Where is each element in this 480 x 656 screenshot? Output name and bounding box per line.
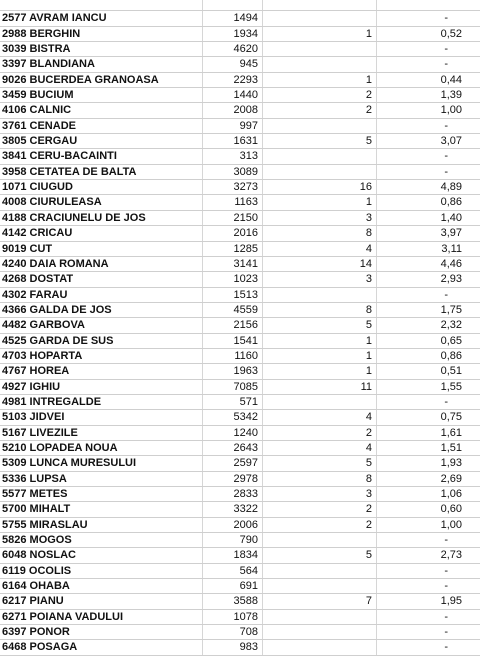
incidence-rate-cell[interactable]: 3,07 [440, 135, 462, 148]
locality-name-cell[interactable]: 2988 BERGHIN [2, 27, 81, 40]
locality-name-cell[interactable]: 4142 CRICAU [2, 227, 73, 240]
incidence-rate-cell[interactable]: - [444, 150, 448, 163]
population-cell[interactable]: 1078 [233, 610, 258, 623]
table-row[interactable] [0, 318, 480, 333]
population-cell[interactable]: 3089 [233, 165, 258, 178]
incidence-rate-cell[interactable] [0, 0, 462, 10]
table-row[interactable] [0, 564, 480, 579]
case-count-cell[interactable]: 11 [360, 380, 372, 393]
table-row[interactable] [0, 625, 480, 640]
locality-name-cell[interactable]: 9026 BUCERDEA GRANOASA [2, 73, 159, 86]
population-cell[interactable]: 3588 [233, 595, 258, 608]
case-count-cell[interactable]: 4 [365, 441, 372, 454]
locality-name-cell[interactable]: 3805 CERGAU [2, 135, 78, 148]
table-row[interactable] [0, 410, 480, 425]
case-count-cell[interactable]: 5 [365, 135, 372, 148]
case-count-cell[interactable]: 1 [365, 349, 372, 362]
case-count-cell[interactable]: 5 [365, 319, 372, 332]
population-cell[interactable]: 313 [239, 150, 258, 163]
population-cell[interactable]: 1440 [233, 89, 258, 102]
population-cell[interactable]: 2597 [233, 457, 258, 470]
case-count-cell[interactable]: 3 [365, 488, 372, 500]
table-row[interactable] [0, 180, 480, 195]
table-row[interactable] [0, 211, 480, 226]
case-count-cell[interactable]: 5 [365, 549, 372, 562]
table-row[interactable] [0, 226, 480, 241]
locality-name-cell[interactable]: 5755 MIRASLAU [2, 518, 88, 531]
incidence-rate-cell[interactable]: - [444, 288, 448, 301]
table-row[interactable] [0, 579, 480, 594]
population-cell[interactable]: 983 [239, 641, 258, 654]
locality-name-cell[interactable]: 4525 GARDA DE SUS [2, 334, 114, 347]
case-count-cell[interactable]: 16 [359, 181, 372, 194]
case-count-cell[interactable]: 2 [365, 426, 372, 439]
population-cell[interactable]: 2156 [233, 319, 258, 332]
incidence-rate-cell[interactable]: 0,51 [440, 365, 462, 378]
population-cell[interactable]: 2643 [233, 441, 258, 454]
incidence-rate-cell[interactable]: 1,00 [440, 104, 462, 117]
locality-name-cell[interactable]: 1071 CIUGUD [2, 181, 73, 194]
table-row[interactable] [0, 0, 480, 11]
locality-name-cell[interactable]: 5210 LOPADEA NOUA [2, 441, 118, 454]
table-row[interactable] [0, 134, 480, 149]
incidence-rate-cell[interactable]: 0,86 [440, 196, 462, 209]
incidence-rate-cell[interactable]: - [444, 43, 448, 56]
locality-name-cell[interactable]: 6468 POSAGA [2, 641, 78, 654]
population-cell[interactable]: 1023 [233, 273, 258, 286]
locality-name-cell[interactable]: 4302 FARAU [2, 288, 68, 301]
incidence-rate-cell[interactable]: 1,75 [440, 303, 462, 316]
locality-name-cell[interactable]: 6048 NOSLAC [2, 549, 76, 562]
case-count-cell[interactable]: 1 [365, 196, 372, 209]
population-cell[interactable]: 1160 [234, 349, 258, 362]
locality-name-cell[interactable]: 3459 BUCIUM [2, 89, 74, 102]
incidence-rate-cell[interactable]: 3,11 [441, 242, 462, 255]
table-row[interactable] [0, 242, 480, 257]
table-row[interactable] [0, 487, 480, 502]
table-row[interactable] [0, 456, 480, 471]
locality-name-cell[interactable]: 6119 OCOLIS [2, 564, 72, 577]
incidence-rate-cell[interactable]: 3,97 [440, 227, 462, 240]
locality-name-cell[interactable]: 6271 POIANA VADULUI [2, 610, 124, 623]
incidence-rate-cell[interactable]: - [444, 641, 448, 654]
locality-name-cell[interactable]: 5336 LUPSA [2, 472, 67, 485]
table-row[interactable] [0, 272, 480, 287]
incidence-rate-cell[interactable]: - [444, 534, 448, 547]
table-row[interactable] [0, 533, 480, 548]
population-cell[interactable]: 2833 [233, 488, 258, 500]
population-cell[interactable]: 997 [239, 119, 258, 132]
population-cell[interactable]: 1240 [233, 426, 258, 439]
locality-name-cell[interactable]: 4008 CIURULEASA [2, 196, 102, 209]
population-cell[interactable]: 564 [239, 564, 258, 577]
population-cell[interactable]: 1934 [233, 27, 258, 40]
population-cell[interactable]: 2008 [233, 104, 258, 117]
table-row[interactable] [0, 11, 480, 26]
population-cell[interactable]: 2150 [233, 211, 258, 224]
incidence-rate-cell[interactable]: 1,40 [440, 211, 462, 224]
population-cell[interactable]: 2016 [233, 227, 258, 240]
incidence-rate-cell[interactable]: 2,73 [440, 549, 462, 562]
table-row[interactable] [0, 288, 480, 303]
table-row[interactable] [0, 57, 480, 72]
table-row[interactable] [0, 334, 480, 349]
table-row[interactable] [0, 395, 480, 410]
population-cell[interactable]: 2006 [233, 518, 258, 531]
population-cell[interactable]: 4559 [233, 303, 258, 316]
locality-name-cell[interactable]: 9019 CUT [2, 242, 53, 255]
incidence-rate-cell[interactable]: 0,65 [440, 334, 462, 347]
table-row[interactable] [0, 548, 480, 563]
population-cell[interactable]: 4620 [233, 43, 258, 56]
incidence-rate-cell[interactable]: - [444, 580, 448, 593]
case-count-cell[interactable]: 3 [365, 273, 372, 286]
population-cell[interactable]: 1963 [233, 365, 258, 378]
locality-name-cell[interactable]: 4268 DOSTAT [2, 273, 74, 286]
table-row[interactable] [0, 441, 480, 456]
table-row[interactable] [0, 88, 480, 103]
population-cell[interactable]: 2978 [233, 472, 258, 485]
incidence-rate-cell[interactable]: - [444, 165, 448, 178]
case-count-cell[interactable]: 4 [365, 242, 372, 255]
case-count-cell[interactable]: 1 [365, 73, 372, 86]
incidence-rate-cell[interactable]: 0,86 [440, 349, 462, 362]
locality-name-cell[interactable]: 5826 MOGOS [2, 534, 72, 547]
case-count-cell[interactable]: 7 [365, 595, 372, 608]
case-count-cell[interactable]: 5 [365, 457, 372, 470]
table-row[interactable] [0, 640, 480, 655]
case-count-cell[interactable]: 1 [365, 27, 372, 40]
locality-name-cell[interactable]: 3397 BLANDIANA [2, 58, 95, 71]
table-row[interactable] [0, 42, 480, 57]
incidence-rate-cell[interactable]: - [444, 12, 448, 25]
table-row[interactable] [0, 502, 480, 517]
locality-name-cell[interactable]: 3039 BISTRA [2, 43, 71, 56]
table-row[interactable] [0, 380, 480, 395]
table-row[interactable] [0, 257, 480, 272]
case-count-cell[interactable]: 1 [365, 365, 372, 378]
incidence-rate-cell[interactable]: 1,55 [440, 380, 462, 393]
case-count-cell[interactable]: 3 [365, 211, 372, 224]
table-row[interactable] [0, 103, 480, 118]
population-cell[interactable]: 2293 [233, 73, 258, 86]
locality-name-cell[interactable]: 6217 PIANU [2, 595, 64, 608]
population-cell[interactable]: 790 [239, 534, 258, 547]
incidence-rate-cell[interactable]: 2,93 [440, 273, 462, 286]
locality-name-cell[interactable]: 4981 INTREGALDE [2, 395, 102, 408]
locality-name-cell[interactable]: 4240 DAIA ROMANA [2, 257, 109, 270]
incidence-rate-cell[interactable]: 0,75 [440, 411, 462, 424]
table-row[interactable] [0, 149, 480, 164]
incidence-rate-cell[interactable]: 4,89 [440, 181, 462, 194]
incidence-rate-cell[interactable]: 1,39 [440, 89, 462, 102]
population-cell[interactable]: 571 [239, 395, 258, 408]
locality-name-cell[interactable]: 3761 CENADE [2, 119, 76, 132]
incidence-rate-cell[interactable]: 2,69 [440, 472, 462, 485]
locality-name-cell[interactable]: 3958 CETATEA DE BALTA [2, 165, 137, 178]
table-row[interactable] [0, 303, 480, 318]
locality-name-cell[interactable]: 4703 HOPARTA [2, 349, 83, 362]
population-cell[interactable]: 3141 [233, 257, 258, 270]
case-count-cell[interactable]: 8 [365, 303, 372, 316]
population-cell[interactable]: 1631 [233, 135, 258, 148]
case-count-cell[interactable]: 2 [365, 518, 372, 531]
incidence-rate-cell[interactable]: 1,93 [440, 457, 462, 470]
locality-name-cell[interactable]: 4927 IGHIU [2, 380, 61, 393]
incidence-rate-cell[interactable]: 0,44 [440, 73, 462, 86]
locality-name-cell[interactable]: 5700 MIHALT [2, 503, 71, 516]
incidence-rate-cell[interactable]: - [444, 395, 448, 408]
case-count-cell[interactable]: 1 [365, 334, 372, 347]
population-cell[interactable]: 5342 [233, 411, 258, 424]
incidence-rate-cell[interactable]: 0,52 [440, 27, 462, 40]
population-cell[interactable]: 1541 [233, 334, 258, 347]
table-row[interactable] [0, 426, 480, 441]
population-cell[interactable]: 1494 [233, 12, 258, 25]
case-count-cell[interactable]: 2 [365, 104, 372, 117]
population-cell[interactable]: 1285 [233, 242, 258, 255]
incidence-rate-cell[interactable]: - [444, 626, 448, 639]
incidence-rate-cell[interactable]: - [444, 610, 448, 623]
locality-name-cell[interactable]: 4366 GALDA DE JOS [2, 303, 112, 316]
incidence-rate-cell[interactable]: 4,46 [440, 257, 462, 270]
table-row[interactable] [0, 518, 480, 533]
table-row[interactable] [0, 165, 480, 180]
case-count-cell[interactable]: 2 [365, 89, 372, 102]
population-cell[interactable]: 3322 [233, 503, 258, 516]
population-cell[interactable]: 1513 [233, 288, 258, 301]
locality-name-cell[interactable]: 6397 PONOR [2, 626, 70, 639]
locality-name-cell[interactable]: 5577 METES [2, 488, 68, 500]
population-cell[interactable]: 3273 [233, 181, 258, 194]
table-row[interactable] [0, 594, 480, 609]
table-row[interactable] [0, 349, 480, 364]
case-count-cell[interactable]: 14 [359, 257, 372, 270]
incidence-rate-cell[interactable]: - [444, 58, 448, 71]
locality-name-cell[interactable]: 4482 GARBOVA [2, 319, 85, 332]
table-row[interactable] [0, 27, 480, 42]
incidence-rate-cell[interactable]: 0,60 [440, 503, 462, 516]
case-count-cell[interactable]: 2 [365, 503, 372, 516]
table-row[interactable] [0, 472, 480, 487]
locality-name-cell[interactable]: 3841 CERU-BACAINTI [2, 150, 117, 163]
incidence-rate-cell[interactable]: 1,00 [440, 518, 462, 531]
locality-name-cell[interactable]: 5309 LUNCA MURESULUI [2, 457, 137, 470]
incidence-rate-cell[interactable]: 1,51 [440, 441, 462, 454]
incidence-rate-cell[interactable]: 1,06 [440, 488, 462, 500]
population-cell[interactable]: 691 [239, 580, 258, 593]
case-count-cell[interactable]: 8 [365, 227, 372, 240]
locality-name-cell[interactable]: 4188 CRACIUNELU DE JOS [2, 211, 146, 224]
locality-name-cell[interactable]: 4767 HOREA [2, 365, 70, 378]
incidence-rate-cell[interactable]: 1,95 [440, 595, 462, 608]
table-row[interactable] [0, 610, 480, 625]
population-cell[interactable]: 1163 [234, 196, 258, 209]
locality-name-cell[interactable]: 5103 JIDVEI [2, 411, 65, 424]
incidence-rate-cell[interactable]: 2,32 [440, 319, 462, 332]
population-cell[interactable]: 1834 [233, 549, 258, 562]
locality-name-cell[interactable]: 2577 AVRAM IANCU [2, 12, 107, 25]
incidence-rate-cell[interactable]: - [444, 564, 448, 577]
table-row[interactable] [0, 364, 480, 379]
population-cell[interactable]: 708 [239, 626, 258, 639]
case-count-cell[interactable]: 4 [365, 411, 372, 424]
locality-name-cell[interactable]: 4106 CALNIC [2, 104, 72, 117]
population-cell[interactable]: 7085 [233, 380, 258, 393]
table-row[interactable] [0, 195, 480, 210]
table-row[interactable] [0, 73, 480, 88]
incidence-rate-cell[interactable]: 1,61 [440, 426, 462, 439]
incidence-rate-cell[interactable]: - [444, 119, 448, 132]
locality-name-cell[interactable]: 6164 OHABA [2, 580, 70, 593]
table-row[interactable] [0, 119, 480, 134]
locality-name-cell[interactable]: 5167 LIVEZILE [2, 426, 78, 439]
population-cell[interactable]: 945 [239, 58, 258, 71]
case-count-cell[interactable]: 8 [365, 472, 372, 485]
